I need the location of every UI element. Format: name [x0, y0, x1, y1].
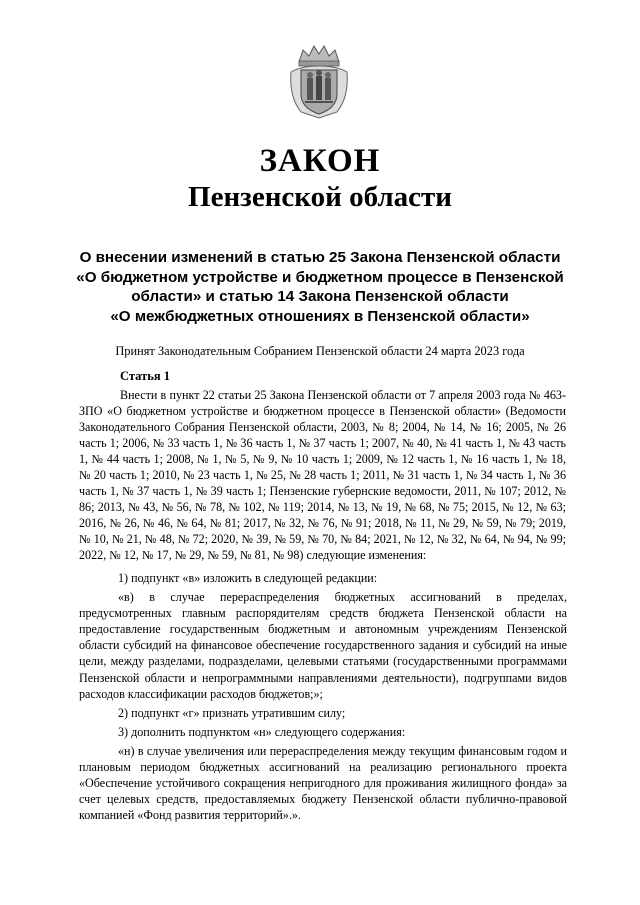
- item-1-text: «в) в случае перераспределения бюджетных ассигнований в пределах, предусмотренных главным распорядителям средств бюджета Пензенской области на предоставление государственным бюджетным и автономным учреждениям Пензенской области субсидий на финансовое обеспечение государственного задания и субсидий на иные цели, между разделами, подразделами, целевыми статьями (государственными программами Пензенской области и непрограммными направлениями деятельности), подгруппами видов расходов классификации расходов бюджетов;»;: [79, 590, 567, 701]
- region-heading: Пензенской области: [188, 181, 452, 213]
- title-line: области» и статью 14 Закона Пензенской области: [131, 288, 509, 305]
- title-line: О внесении изменений в статью 25 Закона Пензенской области: [79, 249, 561, 266]
- law-heading: ЗАКОН: [259, 143, 381, 179]
- item-1: 1) подпункт «в» изложить в следующей редакции:: [118, 571, 378, 585]
- item-2: 2) подпункт «г» признать утратившим силу;: [118, 705, 346, 720]
- item-3-text: «н) в случае увеличения или перераспределения между текущим финансовым годом и плановым периодом бюджетных ассигнований на реализацию регионального проекта «Обеспечение устойчивого сокращения непригодного для проживания жилищного фонда» за счет целевых средств, предоставляемых бюджету Пензенской области публично-правовой компанией «Фонд развития территорий».».: [79, 743, 567, 823]
- coat-of-arms-icon: [287, 42, 351, 120]
- title-line: «О бюджетном устройстве и бюджетном процессе в Пензенской: [76, 268, 564, 286]
- article-heading: Статья 1: [120, 369, 170, 383]
- adoption-note: Принят Законодательным Собранием Пензенской области 24 марта 2023 года: [115, 344, 525, 358]
- item-3: 3) дополнить подпунктом «н» следующего содержания:: [118, 724, 406, 739]
- article-intro-paragraph: Внести в пункт 22 статьи 25 Закона Пензенской области от 7 апреля 2003 года № 463-ЗПО «О бюджетном устройстве и бюджетном процессе в Пензенской области» (Ведомости Законодательного Собрания Пензенской области, 2003, № 8; 2004, № 14, № 16; 2005, № 26 часть 1; 2006, № 33 часть 1, № 36 часть 1, № 37 часть 1; 2007, № 40, № 41 часть 1, № 43 часть 1, № 44 часть 1; 2008, № 1, № 5, № 9, № 10 часть 1; 2009, № 12 часть 1, № 16 часть 1, № 18, № 20 часть 1; 2010, № 23 часть 1, № 25, № 28 часть 1; 2011, № 31 часть 1, № 34 часть 1, № 36 часть 1, № 37 часть 1, № 39 часть 1; Пензенские губернские ведомости, 2011, № 107; 2012, № 86; 2013, № 43, № 56, № 78, № 102, № 119; 2014, № 13, № 19, № 68, № 75; 2015, № 12, № 63; 2016, № 26, № 46, № 64, № 81; 2017, № 32, № 76, № 91; 2018, № 11, № 29, № 59, № 79; 2019, № 10, № 21, № 48, № 72; 2020, № 39, № 59, № 70, № 84; 2021, № 12, № 32, № 64, № 94, № 99; 2022, № 12, № 17, № 29, № 59, № 81, № 98) следующие изменения:: [79, 388, 566, 563]
- law-title: [40, 248, 600, 326]
- title-line: «О межбюджетных отношениях в Пензенской области»: [110, 307, 530, 325]
- article-items: [79, 570, 567, 823]
